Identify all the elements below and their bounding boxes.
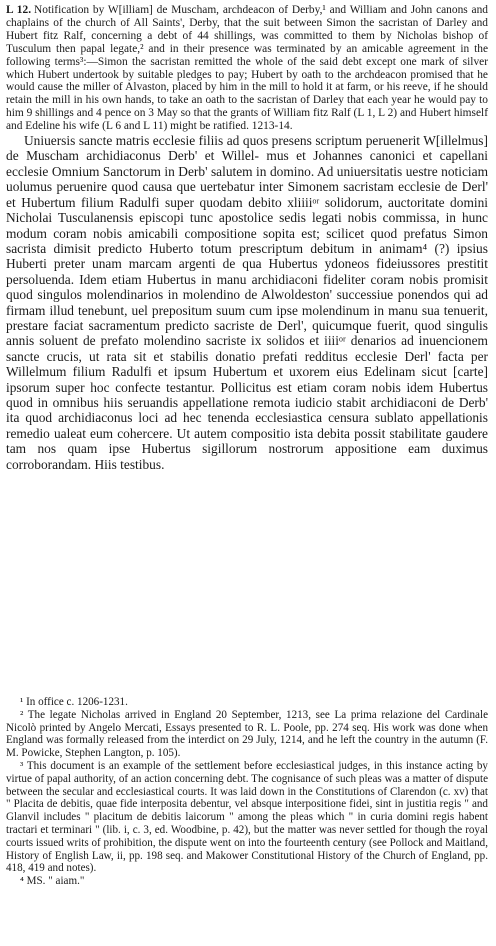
footnote-line: R. L. Poole, pp. 274 seq. His work was done when England was formally [6,721,488,747]
latin-line: solidorum, auctoritate domini Nicholai Tusculanensis episcopi tunc [6,194,488,226]
footnote-4 [6,875,488,888]
document-id: L 12. [6,4,32,16]
footnote-line: ¹ In office c. 1206-1231. [20,696,128,708]
latin-line: quod in omnibus hiis seruandis appellatione remota iudicio stabit [6,394,366,410]
footnote-line: ⁴ MS. " aiam." [20,875,85,888]
latin-line: peruenerit W[illelmus] de Muscham archidiaconus Derb' et Willel- [6,133,488,164]
footnote-1 [6,696,488,709]
latin-line: confecte testantur. Pollicitus est etiam coram nobis idem Hubertus [115,379,488,395]
summary-line: that the suit between Simon the sacristan of Darley and Hubert fitz Ralf, [6,16,488,42]
latin-line: singulos molendinarios in molendino de Alwoldeston' successiue [37,287,394,303]
footnote-line: Clarendon (c. xv) that " Placita de debitis, quae fide interposita debentur, [6,785,488,811]
footnote-line: ² The legate Nicholas arrived in England 20 September, 1213, see La prima [20,708,377,721]
latin-line: animam⁴ (?) ipsius Huberti preter unam marcam argenti de qua [6,240,488,272]
footnote-line: autumn (F. M. Powicke, Stephen Langton, p. 105). [6,734,488,760]
latin-line: ecclesiastica censura sublato appellationis remedio ualeat eum [6,410,488,441]
summary-line: oath to the sacristan of Darley that each year he would pay to him 9 shillings [6,94,488,120]
footnote-line: regis habent tractari et terminari " (lib. i, c. 3, ed. Woodbine, p. 42), but the [6,811,488,836]
footnote-line: vel absque interpositione fidei, sint in justitia regis " and Glanvil includes [6,798,488,824]
latin-line: inuencionem sancte crucis, ut rata sit et stabilis donatio prefati [6,333,488,364]
latin-paragraph [6,133,488,472]
latin-line: peruenire quod causa que uertebatur inter Simonem sacristam ecclesie [56,179,441,195]
footnote-line: in this instance acting by virtue of papal authority, of an action concerning [6,759,488,785]
summary-line: concerning a debt of 44 shillings, was committed to them by Nicholas bishop [91,29,474,42]
charter-summary [6,4,488,133]
summary-line: William and John canons and chaplains of the church of All Saints', Derby, [6,4,488,29]
summary-line: by suitable pledges to pay; Hubert by oath to the archdeacon promised that [122,68,474,81]
latin-line: Derb' salutem in domino. Ad uniuersitatis uestre noticiam uolumus [6,163,488,195]
latin-line: amicabili compositione sopita est; scilicet quod prefatus Simon [128,225,488,241]
footnote-line: released from the interdict on 29 July, 1214, and he left the country in the [107,734,437,747]
latin-charter-text [6,133,488,472]
latin-line: Uniuersis sancte matris ecclesie filiis ad quos presens scriptum [24,133,363,149]
footnote-line: ³ This document is an example of the settlement before ecclesiastical judges, [20,759,371,772]
latin-line: archidiaconi de Derb' ita quod archidiaconus loci ad hec tenenda [6,394,488,426]
summary-line: Hubert himself and Edeline his wife (L 6 and L 11) might be ratified. 1213-14. [6,107,488,133]
latin-line: sacrista dimisit predicto Huberto totum prescriptum debitum in [6,240,373,256]
summary-line: of Tusculum then papal legate,² and in their presence was terminated by an [6,29,489,55]
footnote-line: secular and ecclesiastical courts. It was laid down in the Constitutions of [62,785,388,798]
footnote-line: History of English Law, ii, pp. 198 seq. and Makower Constitutional History of [6,849,364,862]
footnote-2 [6,709,488,760]
summary-line: Notification by W[illiam] de Muscham, archdeacon of Derby,¹ and [34,4,347,16]
latin-line: Hubertum et uxorem eius Edelinam sicut [carte] ipsorum super hoc [6,364,488,395]
footnote-line: the Church of England, pp. 418, 419 and notes). [6,849,488,875]
latin-line: apostolice sedis legati nobis commissa, in hunc modum coram nobis [6,210,489,241]
footnote-line: " placitum de debitis laicorum " among the pleas which " in curia domini [84,811,429,824]
summary-line: the whole of the said debt except one mark of silver which Hubert undertook [6,55,488,81]
latin-line: redditus ecclesie Derl' facta per Willelmum filium Radulfi et ipsum [6,348,488,380]
summary-line: he would cause the miller of Alvaston, placed by him in the mill to hold it at [6,68,488,94]
summary-line: farm, or his reeve, if he should retain the mill in his own hands, to take an [6,81,488,107]
latin-line: appositione eam duximus corroborandam. Hiis testibus. [6,441,488,472]
footnote-3 [6,760,488,875]
latin-line: ponendos qui ad firmam illud tenebunt, uel prepositum suum cum [6,287,488,318]
latin-line: soluent de prefato molendino sacriste ix solidos et iiiiᵒʳ denarios ad [39,333,414,349]
footnote-line: matter was never settled for though the royal courts issued writs of prohibition, [6,823,488,849]
latin-line: mus et Johannes canonici et capellani ecclesie Omnium Sanctorum in [6,148,488,179]
latin-line: ipse molendinum in manu sua tenuerit, prestare faciat sacramentum [6,302,488,333]
footnotes [6,696,488,888]
footnote-line: the dispute went on into the fourteenth century (see Pollock and Maitland, [158,836,488,849]
summary-line: amicable agreement in the following terms³:—Simon the sacristan remitted [6,42,489,68]
footnote-line: relazione del Cardinale Nicolò printed by Angelo Mercati, Essays presented to [6,708,488,734]
latin-line: Hubertus in manu archidiaconi fideliter coram nobis promisit quod [6,271,488,303]
footnote-line: debt. The cognisance of such pleas was a matter of dispute between the [6,772,489,798]
latin-line: cohercere. Ut autem compositio ista debita possit stabilitate [117,425,442,441]
summary-line: and 4 pence on 3 May so that the grants of William fitz Ralf (L 1, L 2) and [76,107,417,120]
latin-line: gaudere tam nos quam ipse Hubertus sigillorum nostrorum [6,425,488,457]
latin-line: Hubertus ydoneos fideiussores prestitit persoluenda. Idem etiam [6,256,488,287]
latin-line: de Derl' et Hubertum filium Radulfi super quodam debito xliiiiᵒʳ [6,179,488,210]
latin-line: predicto sacriste de Derl', quicumque fuerit, quod singulis annis [6,317,488,349]
